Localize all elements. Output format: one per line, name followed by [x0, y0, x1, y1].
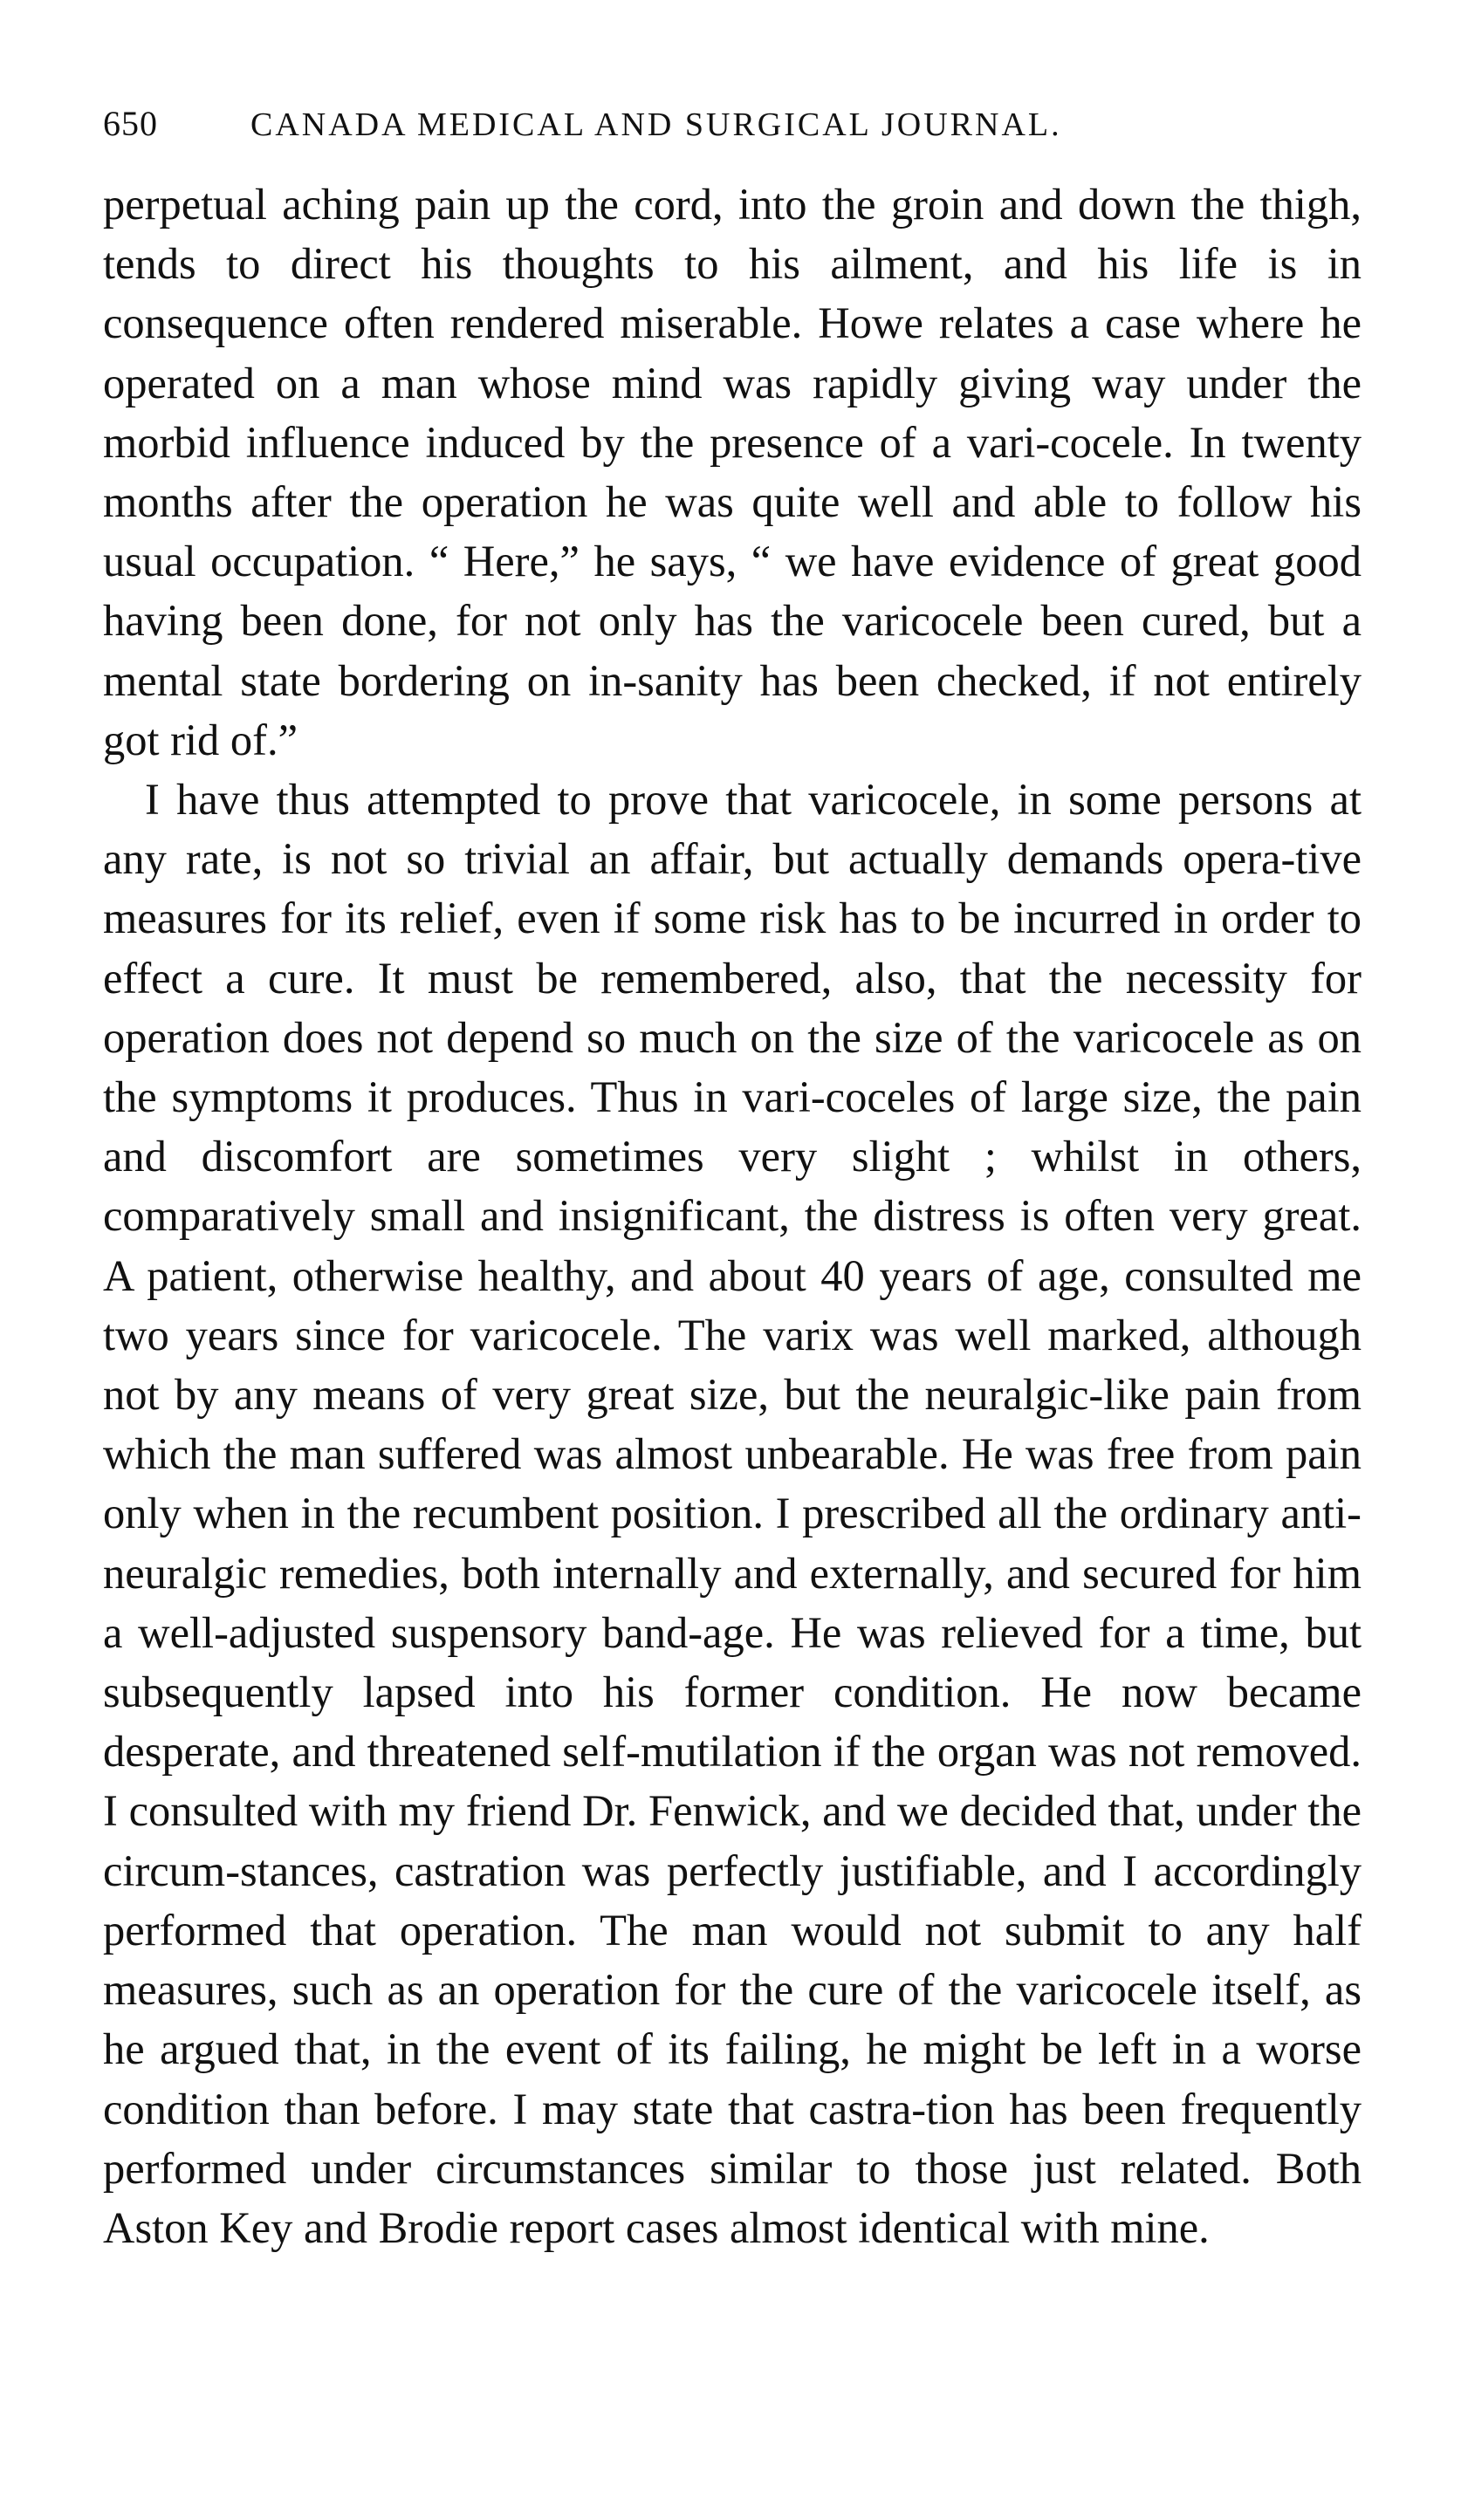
page-number: 650 [103, 104, 158, 143]
paragraph-varicocele-case: I have thus attempted to prove that varicocele, in some persons at any rate, is not so trivial an affair, but actually demands opera-tive measures for its relief, even if some risk has to be incurred in order to effect a cure. It must be remembered, also, that the necessity for operation does not depend so much on the size of the varicocele as on the symptoms it produces. Thus in vari-coceles of large size, the pain and discomfort are sometimes very slight ; whilst in others, comparatively small and insignificant, the distress is often very great. A patient, otherwise healthy, and about 40 years of age, consulted me two years since for varicocele. The varix was well marked, although not by any means of very great size, but the neuralgic-like pain from which the man suffered was almost unbearable. He was free from pain only when in the recumbent position. I prescribed all the ordinary anti-neuralgic remedies, both internally and externally, and secured for him a well-adjusted suspensory band-age. He was relieved for a time, but subsequently lapsed into his former condition. He now became desperate, and threatened self-mutilation if the organ was not removed. I consulted with my friend Dr. Fenwick, and we decided that, under the circum-stances, castration was perfectly justifiable, and I accordingly performed that operation. The man would not submit to any half measures, such as an operation for the cure of the varicocele itself, as he argued that, in the event of its failing, he might be left in a worse condition than before. I may state that castra-tion has been frequently performed under circumstances similar to those just related. Both Aston Key and Brodie report cases almost identical with mine. [103, 775, 1362, 2252]
body-text [103, 175, 1362, 2257]
running-head [103, 98, 1360, 150]
journal-title: CANADA MEDICAL AND SURGICAL JOURNAL. [250, 106, 1062, 143]
paragraph-continued: perpetual aching pain up the cord, into the groin and down the thigh, tends to direct his thoughts to his ailment, and his life is in consequence often rendered miserable. Howe relates a case where he operated on a man whose mind was rapidly giving way under the morbid influence induced by the presence of a vari-cocele. In twenty months after the operation he was quite well and able to follow his usual occupation. “ Here,” he says, “ we have evidence of great good having been done, for not only has the varicocele been cured, but a mental state bordering on in-sanity has been checked, if not entirely got rid of.” [103, 180, 1362, 764]
